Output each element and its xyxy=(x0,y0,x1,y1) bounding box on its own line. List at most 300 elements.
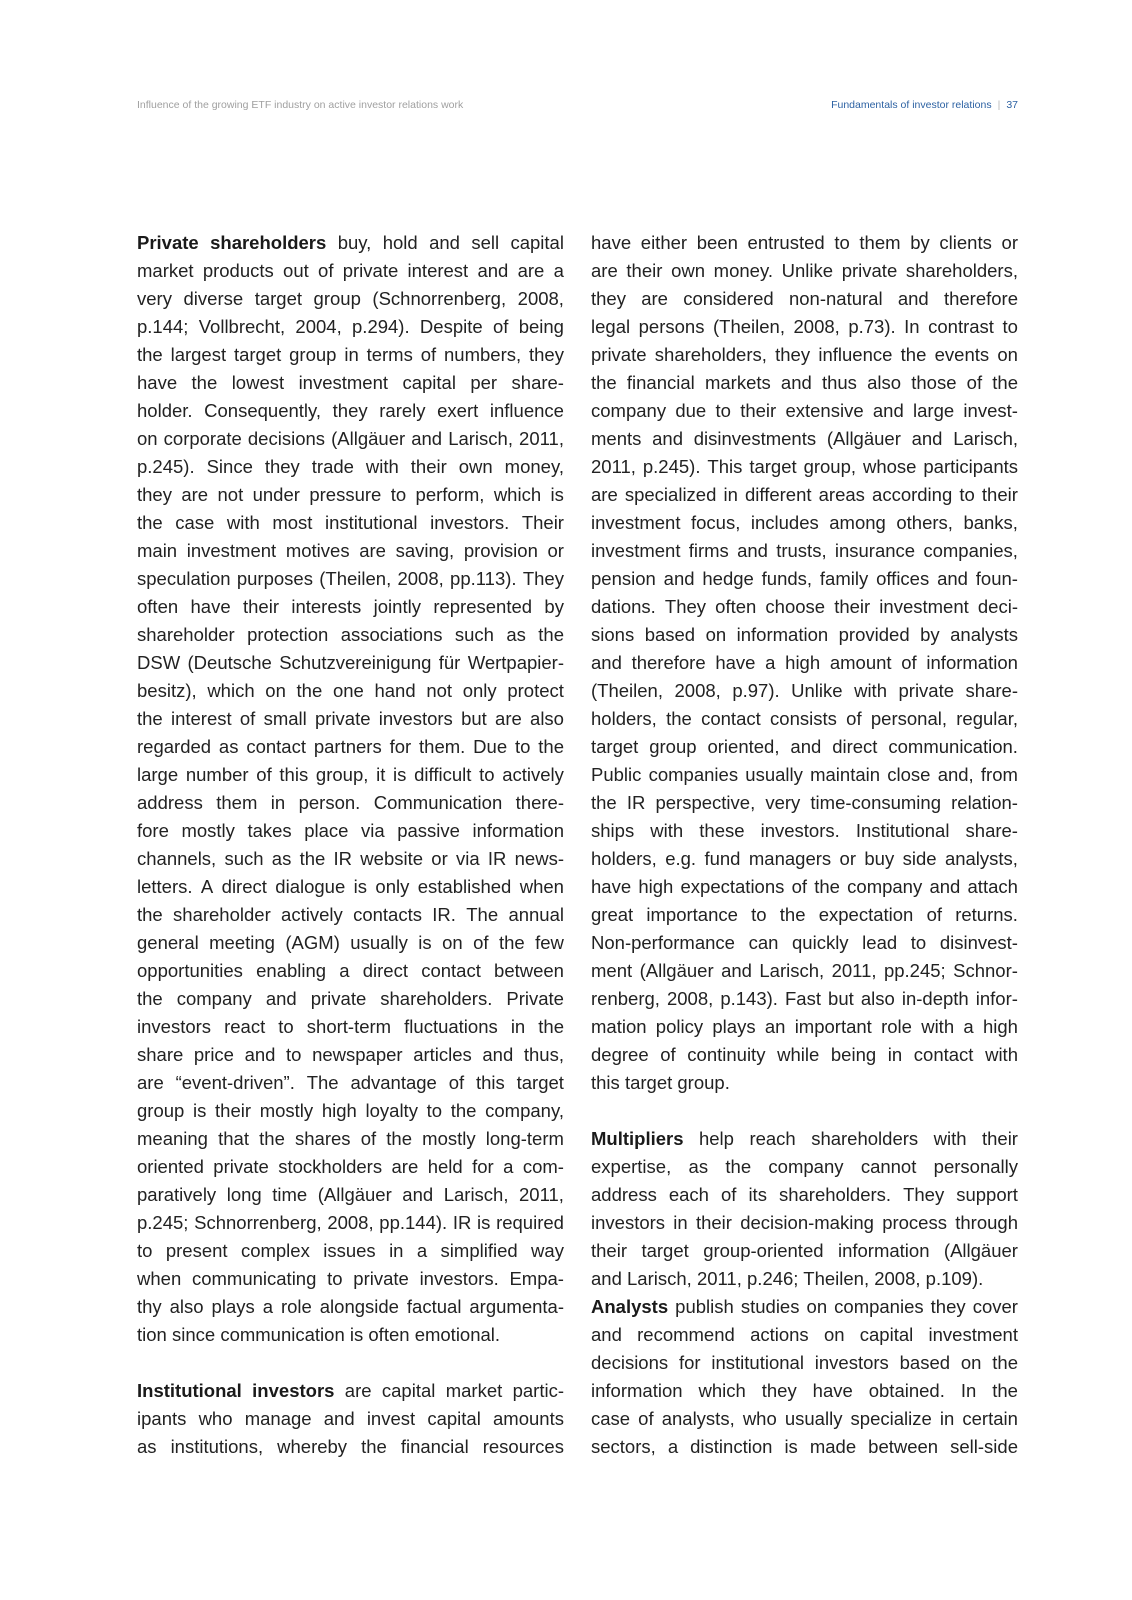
word: articles xyxy=(413,1044,472,1065)
word: persons xyxy=(638,316,705,337)
word: when xyxy=(137,1268,182,1289)
word: of xyxy=(901,652,917,673)
word: financial xyxy=(400,1436,469,1457)
word: and xyxy=(911,428,943,449)
text-line xyxy=(591,705,1018,733)
word: communication xyxy=(220,1324,345,1345)
word: infor- xyxy=(975,988,1018,1009)
word: for xyxy=(389,736,412,757)
word: the xyxy=(498,932,525,953)
word: others, xyxy=(896,512,953,533)
word: their xyxy=(591,1240,627,1261)
word: support xyxy=(956,1184,1018,1205)
word: consists xyxy=(770,708,837,729)
text-line xyxy=(137,1237,564,1265)
word: are xyxy=(181,484,209,505)
word: firms xyxy=(688,540,729,561)
word: Schutzvereinigung xyxy=(279,652,432,673)
word: on xyxy=(823,1324,845,1345)
word: most xyxy=(272,512,313,533)
word: the xyxy=(591,792,617,813)
word: it xyxy=(376,764,386,785)
word: and xyxy=(780,372,812,393)
word: they xyxy=(775,344,811,365)
word: whereby xyxy=(277,1436,348,1457)
text-line xyxy=(137,1433,564,1461)
word: are xyxy=(591,260,618,281)
word: also xyxy=(867,372,902,393)
word: private xyxy=(591,344,647,365)
word: Private xyxy=(506,988,564,1009)
word: 2008, xyxy=(674,680,721,701)
word: such xyxy=(224,848,264,869)
word: contact xyxy=(421,960,481,981)
word: of xyxy=(926,904,942,925)
word: (Theilen, xyxy=(591,680,663,701)
word: quickly xyxy=(792,932,849,953)
word: holders, xyxy=(591,708,657,729)
word: not xyxy=(217,484,244,505)
word: money. xyxy=(713,260,773,281)
word: are xyxy=(344,1380,372,1401)
word: or xyxy=(839,848,856,869)
text-line xyxy=(591,1125,1018,1153)
word: plays xyxy=(712,1016,756,1037)
word: established xyxy=(417,876,512,897)
word: choose xyxy=(765,596,826,617)
word: them xyxy=(216,792,258,813)
word: Due xyxy=(473,736,508,757)
word: investors. xyxy=(419,1268,499,1289)
word: long xyxy=(226,1184,262,1205)
word: which xyxy=(698,1380,746,1401)
word: have xyxy=(715,652,756,673)
word: markets xyxy=(704,372,771,393)
word: events xyxy=(934,344,990,365)
text-line xyxy=(591,985,1018,1013)
text-line xyxy=(591,425,1018,453)
word: being xyxy=(830,1044,877,1065)
word: of xyxy=(720,1184,737,1205)
word: terms xyxy=(366,344,413,365)
word: are xyxy=(137,1072,164,1093)
word: mostly xyxy=(259,1100,314,1121)
word: investment xyxy=(591,512,681,533)
text-line xyxy=(591,397,1018,425)
word: via xyxy=(360,820,385,841)
text-line xyxy=(137,1209,564,1237)
word: hold xyxy=(382,232,418,253)
word: with xyxy=(921,1016,955,1037)
word: “event-driven”. xyxy=(175,1072,295,1093)
word: publish xyxy=(675,1296,734,1317)
word: target xyxy=(516,1072,564,1093)
word: and xyxy=(897,288,929,309)
text-line xyxy=(591,1265,1018,1293)
word: case xyxy=(175,512,215,533)
word: person. xyxy=(298,792,361,813)
word: shareholders. xyxy=(778,1184,892,1205)
text-line xyxy=(591,1237,1018,1265)
word: für xyxy=(438,652,461,673)
word: pp.245; xyxy=(883,960,946,981)
word: and xyxy=(591,1268,622,1289)
word: to xyxy=(278,1016,294,1037)
text-line xyxy=(137,257,564,285)
word: Empa- xyxy=(509,1268,564,1289)
word: with xyxy=(226,512,260,533)
word: in xyxy=(887,1044,903,1065)
word: plays xyxy=(211,1296,255,1317)
word: meaning xyxy=(137,1128,208,1149)
word: pp.113). xyxy=(450,568,517,589)
word: This xyxy=(707,456,743,477)
text-line xyxy=(591,481,1018,509)
word: only xyxy=(375,876,410,897)
word: communication. xyxy=(888,736,1018,757)
word: with xyxy=(854,680,887,701)
word: (Theilen, xyxy=(319,568,392,589)
word: with xyxy=(650,820,684,841)
text-line xyxy=(591,593,1018,621)
word: direct xyxy=(832,736,878,757)
word: specialized xyxy=(624,484,717,505)
word: the xyxy=(450,1100,477,1121)
word: company, xyxy=(485,1100,564,1121)
word: 2004, xyxy=(295,316,342,337)
text-line xyxy=(137,985,564,1013)
word: long-term xyxy=(485,1128,564,1149)
word: who xyxy=(742,1408,777,1429)
word: Private xyxy=(137,232,199,253)
word: Since xyxy=(206,456,253,477)
word: being xyxy=(518,316,564,337)
text-line xyxy=(137,1377,564,1405)
page-number: 37 xyxy=(1006,99,1018,111)
word: and xyxy=(244,1044,276,1065)
word: one xyxy=(332,680,364,701)
word: cover xyxy=(972,1296,1018,1317)
word: 2011, xyxy=(519,428,564,449)
word: they xyxy=(528,344,564,365)
word: fund xyxy=(704,848,741,869)
word: and xyxy=(591,1324,622,1345)
text-line xyxy=(137,509,564,537)
word: they xyxy=(930,1296,966,1317)
word: the xyxy=(137,344,163,365)
word: their xyxy=(740,400,777,421)
word: time-consuming xyxy=(810,792,941,813)
word: com- xyxy=(522,1156,564,1177)
word: the xyxy=(538,736,564,757)
word: target xyxy=(624,1072,673,1093)
word: paratively xyxy=(137,1184,217,1205)
word: influence xyxy=(818,344,893,365)
word: (Allgäuer xyxy=(943,1240,1018,1261)
word: regarded xyxy=(137,736,212,757)
word: and xyxy=(721,960,752,981)
word: in-depth xyxy=(901,988,969,1009)
word: p.294). xyxy=(352,316,410,337)
word: of xyxy=(360,1128,377,1149)
word: hedge xyxy=(702,568,754,589)
word: contact xyxy=(246,736,306,757)
word: the xyxy=(386,1128,413,1149)
word: on xyxy=(137,428,158,449)
text-line xyxy=(137,1321,564,1349)
word: oriented, xyxy=(707,736,780,757)
word: numbers, xyxy=(444,344,522,365)
word: close xyxy=(887,764,931,785)
word: with xyxy=(933,1128,967,1149)
word: among xyxy=(829,512,886,533)
word: are xyxy=(591,484,618,505)
word: therefore xyxy=(943,288,1018,309)
word: market xyxy=(445,1380,503,1401)
word: to xyxy=(959,484,975,505)
word: Consequently, xyxy=(204,400,322,421)
word: Non-performance xyxy=(591,932,735,953)
text-line xyxy=(591,565,1018,593)
word: can xyxy=(748,932,779,953)
word: or xyxy=(431,848,448,869)
word: have xyxy=(591,876,632,897)
word: company xyxy=(591,400,667,421)
word: also xyxy=(860,988,895,1009)
word: due xyxy=(675,400,707,421)
text-line xyxy=(137,1181,564,1209)
text-line xyxy=(591,229,1018,257)
word: large xyxy=(913,400,955,421)
word: amounts xyxy=(493,1408,564,1429)
word: factual xyxy=(406,1296,462,1317)
word: them. xyxy=(419,736,466,757)
text-line xyxy=(591,733,1018,761)
word: place xyxy=(304,820,349,841)
word: actively xyxy=(281,904,343,925)
word: private xyxy=(342,260,399,281)
word: on xyxy=(997,344,1018,365)
word: decisions xyxy=(247,428,326,449)
word: each xyxy=(668,1184,709,1205)
word: analysts xyxy=(950,624,1018,645)
word: family xyxy=(819,568,869,589)
word: stockholders xyxy=(278,1156,383,1177)
word: deci- xyxy=(977,596,1018,617)
word: of xyxy=(318,260,334,281)
paragraph-analysts xyxy=(591,1293,1018,1461)
word: target xyxy=(233,344,282,365)
word: is xyxy=(784,1436,798,1457)
word: they xyxy=(332,400,368,421)
word: for xyxy=(678,1352,701,1373)
word: degree xyxy=(591,1044,649,1065)
text-line xyxy=(137,705,564,733)
word: capital xyxy=(381,1380,436,1401)
word: pp.144). xyxy=(379,1212,448,1233)
word: their xyxy=(981,1128,1018,1149)
word: p.246; xyxy=(747,1268,799,1289)
word: help xyxy=(698,1128,734,1149)
text-line xyxy=(591,341,1018,369)
word: interests xyxy=(291,596,362,617)
word: shareholder xyxy=(173,904,271,925)
word: rarely xyxy=(379,400,426,421)
text-line xyxy=(591,285,1018,313)
word: or xyxy=(547,540,564,561)
word: the xyxy=(137,988,163,1009)
word: continuity xyxy=(687,1044,766,1065)
text-line xyxy=(591,649,1018,677)
word: thus xyxy=(821,372,857,393)
text-line xyxy=(591,1377,1018,1405)
text-line xyxy=(137,453,564,481)
word: In xyxy=(960,1380,977,1401)
word: mostly xyxy=(422,1128,476,1149)
word: The xyxy=(466,904,499,925)
word: disinvestments xyxy=(693,428,817,449)
word: offices xyxy=(876,568,930,589)
word: They xyxy=(903,1184,945,1205)
word: private xyxy=(353,1268,409,1289)
text-line xyxy=(591,453,1018,481)
word: distinction xyxy=(690,1436,773,1457)
word: own xyxy=(671,260,706,281)
text-line xyxy=(591,1181,1018,1209)
text-line xyxy=(591,901,1018,929)
word: Schnorrenberg, xyxy=(194,1212,322,1233)
word: they xyxy=(761,1380,797,1401)
word: Unlike xyxy=(791,680,843,701)
word: held xyxy=(427,1156,463,1177)
word: money, xyxy=(504,456,564,477)
word: IR. xyxy=(432,904,456,925)
word: p.109). xyxy=(925,1268,984,1289)
word: group, xyxy=(803,456,857,477)
word: oriented xyxy=(137,1156,204,1177)
word: through xyxy=(955,1212,1018,1233)
word: the xyxy=(538,624,564,645)
word: partners xyxy=(313,736,382,757)
word: them xyxy=(859,232,901,253)
word: 2011, xyxy=(696,1268,742,1289)
word: 2011, xyxy=(591,456,636,477)
word: address xyxy=(591,1184,657,1205)
word: the xyxy=(137,904,163,925)
word: Public xyxy=(591,764,642,785)
word: IR xyxy=(487,848,507,869)
paragraph-institutional-investors-continued xyxy=(591,229,1018,1097)
word: 2008, xyxy=(666,988,714,1009)
word: and xyxy=(323,1408,355,1429)
word: dialogue xyxy=(275,876,346,897)
word: the xyxy=(591,372,617,393)
word: The xyxy=(306,1072,339,1093)
word: in xyxy=(673,1212,688,1233)
paragraph-institutional-investors xyxy=(137,1377,564,1461)
word: in xyxy=(723,484,738,505)
word: hand xyxy=(374,680,416,701)
word: analysts, xyxy=(944,848,1018,869)
word: on xyxy=(265,680,286,701)
word: only xyxy=(462,680,497,701)
word: holders, xyxy=(591,848,657,869)
word: amount xyxy=(829,652,892,673)
word: capital xyxy=(510,232,564,253)
word: DSW xyxy=(137,652,181,673)
word: high xyxy=(785,652,821,673)
word: issues xyxy=(323,1240,376,1261)
word: news- xyxy=(514,848,564,869)
word: actions xyxy=(750,1324,809,1345)
word: is xyxy=(353,876,368,897)
word: fluctuations xyxy=(404,1016,498,1037)
word: manage xyxy=(244,1408,312,1429)
word: to xyxy=(751,904,767,925)
word: are xyxy=(495,708,522,729)
word: annual xyxy=(508,904,564,925)
word: influence xyxy=(489,400,564,421)
word: few xyxy=(535,932,564,953)
word: as xyxy=(506,624,526,645)
word: In xyxy=(904,316,920,337)
word: A xyxy=(200,876,214,897)
word: to xyxy=(834,232,850,253)
text-line xyxy=(137,901,564,929)
word: role xyxy=(280,1296,312,1317)
section-header xyxy=(831,97,1018,113)
word: to xyxy=(514,736,531,757)
word: personal, xyxy=(870,708,947,729)
word: but xyxy=(828,988,854,1009)
text-line xyxy=(591,873,1018,901)
word: group xyxy=(649,736,697,757)
text-line xyxy=(591,537,1018,565)
word: high xyxy=(982,1016,1018,1037)
text-line xyxy=(137,761,564,789)
word: besitz), xyxy=(137,680,197,701)
word: dations. xyxy=(591,596,656,617)
word: IR xyxy=(452,1212,472,1233)
word: cannot xyxy=(860,1156,917,1177)
word: contrast xyxy=(928,316,994,337)
word: reach xyxy=(749,1128,796,1149)
word: pension xyxy=(591,568,656,589)
word: resources xyxy=(482,1436,564,1457)
word: and xyxy=(663,568,695,589)
word: the xyxy=(538,1016,564,1037)
word: the xyxy=(137,512,163,533)
word: and xyxy=(652,428,683,449)
text-line xyxy=(591,257,1018,285)
paragraph-multipliers xyxy=(591,1125,1018,1293)
word: under xyxy=(252,484,300,505)
word: direct xyxy=(362,960,408,981)
word: is xyxy=(193,1100,207,1121)
word: companies, xyxy=(923,540,1018,561)
word: represented xyxy=(433,596,533,617)
text-line xyxy=(137,1153,564,1181)
word: to xyxy=(715,400,731,421)
word: there- xyxy=(515,792,564,813)
word: contact xyxy=(701,708,761,729)
word: way xyxy=(531,1240,564,1261)
word: are xyxy=(517,260,545,281)
word: 2011, xyxy=(831,960,877,981)
word: important xyxy=(794,1016,872,1037)
word: company xyxy=(847,876,923,897)
word: newspaper xyxy=(312,1044,403,1065)
